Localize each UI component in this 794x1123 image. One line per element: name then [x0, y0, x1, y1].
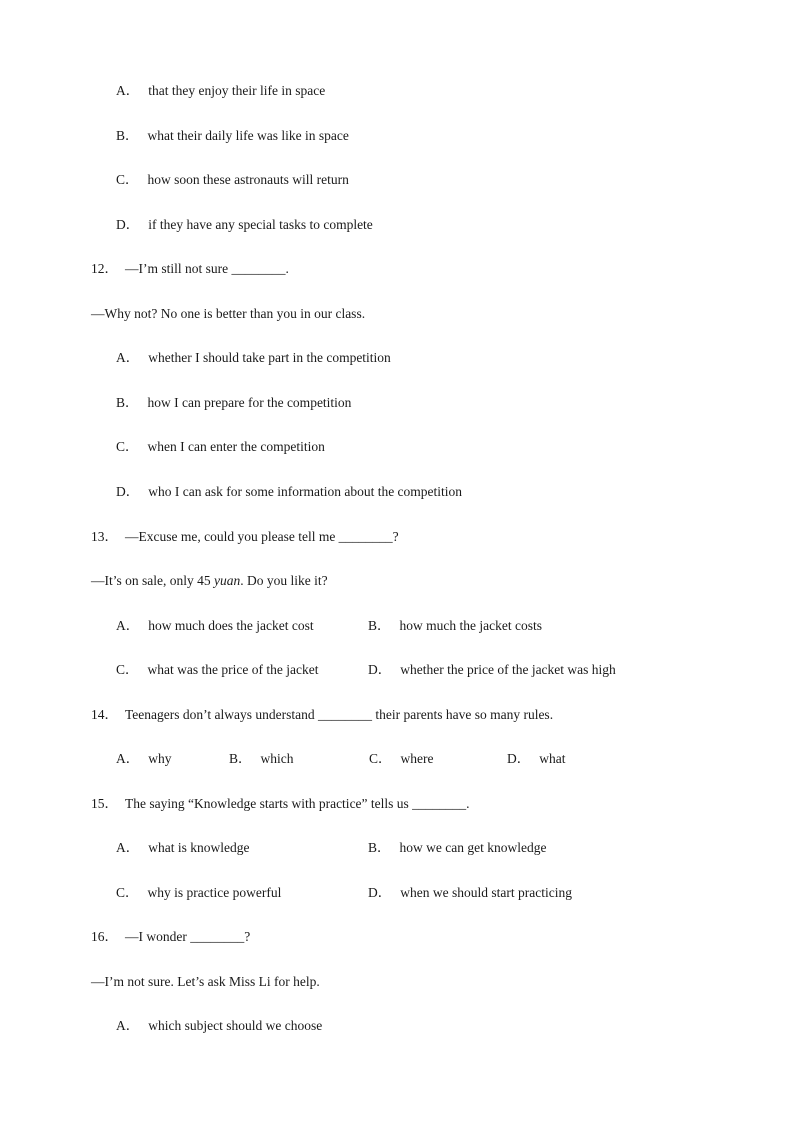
- option-text: how we can get knowledge: [399, 840, 547, 855]
- option-text: if they have any special tasks to complete: [148, 217, 373, 232]
- option-text: how soon these astronauts will return: [147, 172, 349, 187]
- q12-option-d: [116, 483, 462, 501]
- option-letter: A．: [116, 1018, 140, 1033]
- option-text: why: [148, 751, 172, 766]
- q12-option-b: [116, 394, 351, 412]
- reply-text-end: . Do you like it?: [240, 573, 328, 588]
- option-letter: C．: [369, 751, 392, 766]
- q16-option-a: [116, 1017, 322, 1035]
- option-text: how much the jacket costs: [399, 618, 542, 633]
- q13-option-a: [116, 617, 314, 635]
- q13-reply: [91, 572, 328, 590]
- option-text: whether the price of the jacket was high: [400, 662, 616, 677]
- option-text: when I can enter the competition: [147, 439, 325, 454]
- option-text: what their daily life was like in space: [147, 128, 349, 143]
- q11-option-a: [116, 82, 325, 100]
- option-letter: A．: [116, 83, 140, 98]
- q14-option-a: [116, 750, 172, 768]
- option-letter: D．: [368, 885, 392, 900]
- q15-option-d: [368, 884, 572, 902]
- option-text: which subject should we choose: [148, 1018, 323, 1033]
- option-letter: B．: [229, 751, 252, 766]
- q13-option-c: [116, 661, 318, 679]
- q14-stem: [91, 706, 553, 724]
- option-text: what was the price of the jacket: [147, 662, 319, 677]
- option-letter: A．: [116, 350, 140, 365]
- option-letter: B．: [116, 395, 139, 410]
- question-text: Teenagers don’t always understand ________ their parents have so many rules.: [125, 707, 554, 722]
- q11-option-d: [116, 216, 373, 234]
- option-text: how much does the jacket cost: [148, 618, 314, 633]
- option-letter: C．: [116, 662, 139, 677]
- option-text: what is knowledge: [148, 840, 250, 855]
- option-letter: C．: [116, 172, 139, 187]
- option-letter: D．: [368, 662, 392, 677]
- question-text: —Excuse me, could you please tell me ________?: [125, 529, 399, 544]
- option-letter: D．: [116, 484, 140, 499]
- option-letter: B．: [368, 840, 391, 855]
- q13-option-d: [368, 661, 616, 679]
- question-number: 16．: [91, 929, 118, 944]
- q16-reply: —I’m not sure. Let’s ask Miss Li for help.: [91, 974, 320, 989]
- option-text: what: [539, 751, 566, 766]
- reply-italic-word: yuan: [214, 573, 241, 588]
- q12-reply: —Why not? No one is better than you in our class.: [91, 306, 366, 321]
- option-letter: A．: [116, 618, 140, 633]
- option-letter: A．: [116, 840, 140, 855]
- q12-option-a: [116, 349, 391, 367]
- q12-option-c: [116, 438, 325, 456]
- reply-text-start: —It’s on sale, only 45: [91, 573, 214, 588]
- q14-option-d: [507, 750, 566, 768]
- question-number: 14．: [91, 707, 118, 722]
- q11-option-b: [116, 127, 349, 145]
- option-text: how I can prepare for the competition: [147, 395, 352, 410]
- option-letter: C．: [116, 885, 139, 900]
- option-text: when we should start practicing: [400, 885, 572, 900]
- q15-stem: [91, 795, 470, 813]
- q16-stem: [91, 928, 250, 946]
- option-letter: A．: [116, 751, 140, 766]
- option-text: whether I should take part in the competition: [148, 350, 391, 365]
- option-letter: D．: [507, 751, 531, 766]
- q15-option-c: [116, 884, 281, 902]
- option-text: why is practice powerful: [147, 885, 282, 900]
- q15-option-b: [368, 839, 546, 857]
- question-text: —I wonder ________?: [125, 929, 251, 944]
- q12-stem: [91, 260, 289, 278]
- question-number: 13．: [91, 529, 118, 544]
- option-letter: C．: [116, 439, 139, 454]
- option-letter: D．: [116, 217, 140, 232]
- question-text: —I’m still not sure ________.: [125, 261, 289, 276]
- q15-option-a: [116, 839, 249, 857]
- question-number: 15．: [91, 796, 118, 811]
- option-text: who I can ask for some information about the competition: [148, 484, 463, 499]
- option-text: where: [400, 751, 434, 766]
- q13-stem: [91, 528, 399, 546]
- option-letter: B．: [368, 618, 391, 633]
- q14-option-c: [369, 750, 434, 768]
- question-text: The saying “Knowledge starts with practice” tells us ________.: [125, 796, 470, 811]
- q14-option-b: [229, 750, 294, 768]
- question-number: 12．: [91, 261, 118, 276]
- option-text: which: [260, 751, 294, 766]
- q11-option-c: [116, 171, 349, 189]
- q13-option-b: [368, 617, 542, 635]
- option-text: that they enjoy their life in space: [148, 83, 326, 98]
- option-letter: B．: [116, 128, 139, 143]
